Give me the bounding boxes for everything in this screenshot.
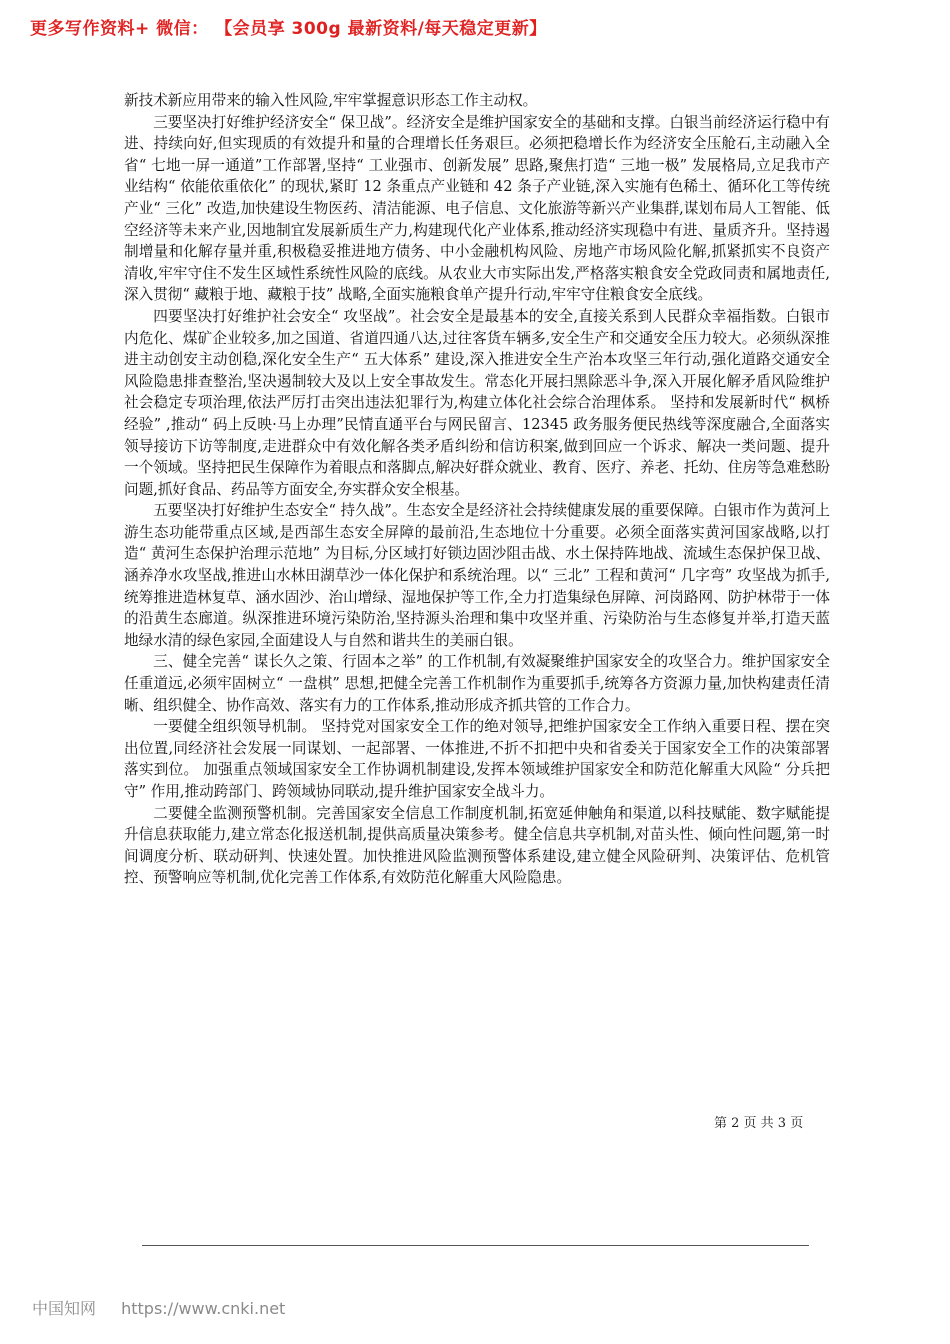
cnki-watermark [32,1296,285,1319]
footer-divider [142,1245,809,1246]
cnki-logo-text: 中国知网 [32,1299,97,1318]
paragraph-leadership-mechanism: 一要健全组织领导机制。 坚持党对国家安全工作的绝对领导,把维护国家安全工作纳入重要日程、摆在突出位置,同经济社会发展一同谋划、一起部署、一体推进,不折不扣把中央和省委关于国家安全工作的决策部署落实到位。 加强重点领域国家安全工作协调机制建设,发挥本领域维护国家安全和防范化解重大风险“ 分兵把守” 作用,推动跨部门、跨领域协同联动,提升维护国家安全战斗力。 [124,718,830,800]
paragraph-section-three: 三、健全完善“ 谋长久之策、行固本之举” 的工作机制,有效凝聚维护国家安全的攻坚合力。维护国家安全任重道远,必须牢固树立“ 一盘棋” 思想,把健全完善工作机制作为重要抓手,统筹各方资源力量,加快构建责任清晰、组织健全、协作高效、落实有力的工作体系,推动形成齐抓共管的工作合力。 [124,653,830,714]
paragraph-ecological-security: 五要坚决打好维护生态安全“ 持久战”。生态安全是经济社会持续健康发展的重要保障。白银市作为黄河上游生态功能带重点区域,是西部生态安全屏障的最前沿,生态地位十分重要。必须全面落实黄河国家战略,以打造“ 黄河生态保护治理示范地” 为目标,分区域打好锁边固沙阻击战、水土保持阵地战、流域生态保护保卫战、涵养净水攻坚战,推进山水林田湖草沙一体化保护和系统治理。以“ 三北” 工程和黄河“ 几字弯” 攻坚战为抓手,统筹推进造林复草、涵水固沙、治山增绿、湿地保护等工作,全力打造集绿色屏障、河岗路网、防护林带于一体的沿黄生态廊道。纵深推进环境污染防治,坚持源头治理和集中攻坚并重、污染防治与生态修复并举,打造天蓝地绿水清的绿色家园,全面建设人与自然和谐共生的美丽白银。 [124,502,830,649]
page-number: 第 2 页 共 3 页 [714,1116,804,1131]
paragraph-continuation: 新技术新应用带来的输入性风险,牢牢掌握意识形态工作主动权。 [124,92,538,109]
cnki-url: https://www.cnki.net [121,1299,286,1318]
paragraph-economic-security: 三要坚决打好维护经济安全“ 保卫战”。经济安全是维护国家安全的基础和支撑。白银当前经济运行稳中有进、持续向好,但实现质的有效提升和量的合理增长任务艰巨。必须把稳增长作为经济安全压舱石,主动融入全省“ 七地一屏一通道”工作部署,坚持“ 工业强市、创新发展” 思路,聚焦打造“ 三地一极” 发展格局,立足我市产业结构“ 依能依重依化” 的现状,紧盯 12 条重点产业链和 42 条子产业链,深入实施有色稀土、循环化工等传统产业“ 三化” 改造,加快建设生物医药、清洁能源、电子信息、文化旅游等新兴产业集群,谋划布局人工智能、低空经济等未来产业,因地制宜发展新质生产力,构建现代化产业体系,推动经济实现稳中有进、量质齐升。坚持遏制增量和化解存量并重,积极稳妥推进地方债务、中小金融机构风险、房地产市场风险化解,抓紧抓实不良资产清收,牢牢守住不发生区域性系统性风险的底线。从农业大市实际出发,严格落实粮食安全党政同责和属地责任,深入贯彻“ 藏粮于地、藏粮于技” 战略,全面实施粮食单产提升行动,牢牢守住粮食安全底线。 [124,113,830,304]
promo-banner: 更多写作资料+ 微信： 【会员享 300g 最新资料/每天稳定更新】 [30,19,547,39]
paragraph-social-security: 四要坚决打好维护社会安全“ 攻坚战”。社会安全是最基本的安全,直接关系到人民群众幸福指数。白银市内危化、煤矿企业较多,加之国道、省道四通八达,过往客货车辆多,安全生产和交通安全压力较大。必须纵深推进主动创安主动创稳,深化安全生产“ 五大体系” 建设,深入推进安全生产治本攻坚三年行动,强化道路交通安全风险隐患排查整治,坚决遏制较大及以上安全事故发生。常态化开展扫黑除恶斗争,深入开展化解矛盾风险维护社会稳定专项治理,依法严厉打击突出违法犯罪行为,构建立体化社会综合治理体系。 坚持和发展新时代“ 枫桥经验” ,推动“ 码上反映·马上办理”民情直通平台与网民留言、12345 政务服务便民热线等深度融合,全面落实领导接访下访等制度,走进群众中有效化解各类矛盾纠纷和信访积案,做到回应一个诉求、解决一类问题、提升一个领域。坚持把民生保障作为着眼点和落脚点,解决好群众就业、教育、医疗、养老、托幼、住房等急难愁盼问题,抓好食品、药品等方面安全,夯实群众安全根基。 [124,307,830,498]
paragraph-monitoring-mechanism: 二要健全监测预警机制。完善国家安全信息工作制度机制,拓宽延伸触角和渠道,以科技赋能、数字赋能提升信息获取能力,建立常态化报送机制,提供高质量决策参考。健全信息共享机制,对苗头性、倾向性问题,第一时间调度分析、联动研判、快速处置。加快推进风险监测预警体系建设,建立健全风险研判、决策评估、危机管控、预警响应等机制,优化完善工作体系,有效防范化解重大风险隐患。 [124,804,830,887]
document-body [124,90,830,889]
